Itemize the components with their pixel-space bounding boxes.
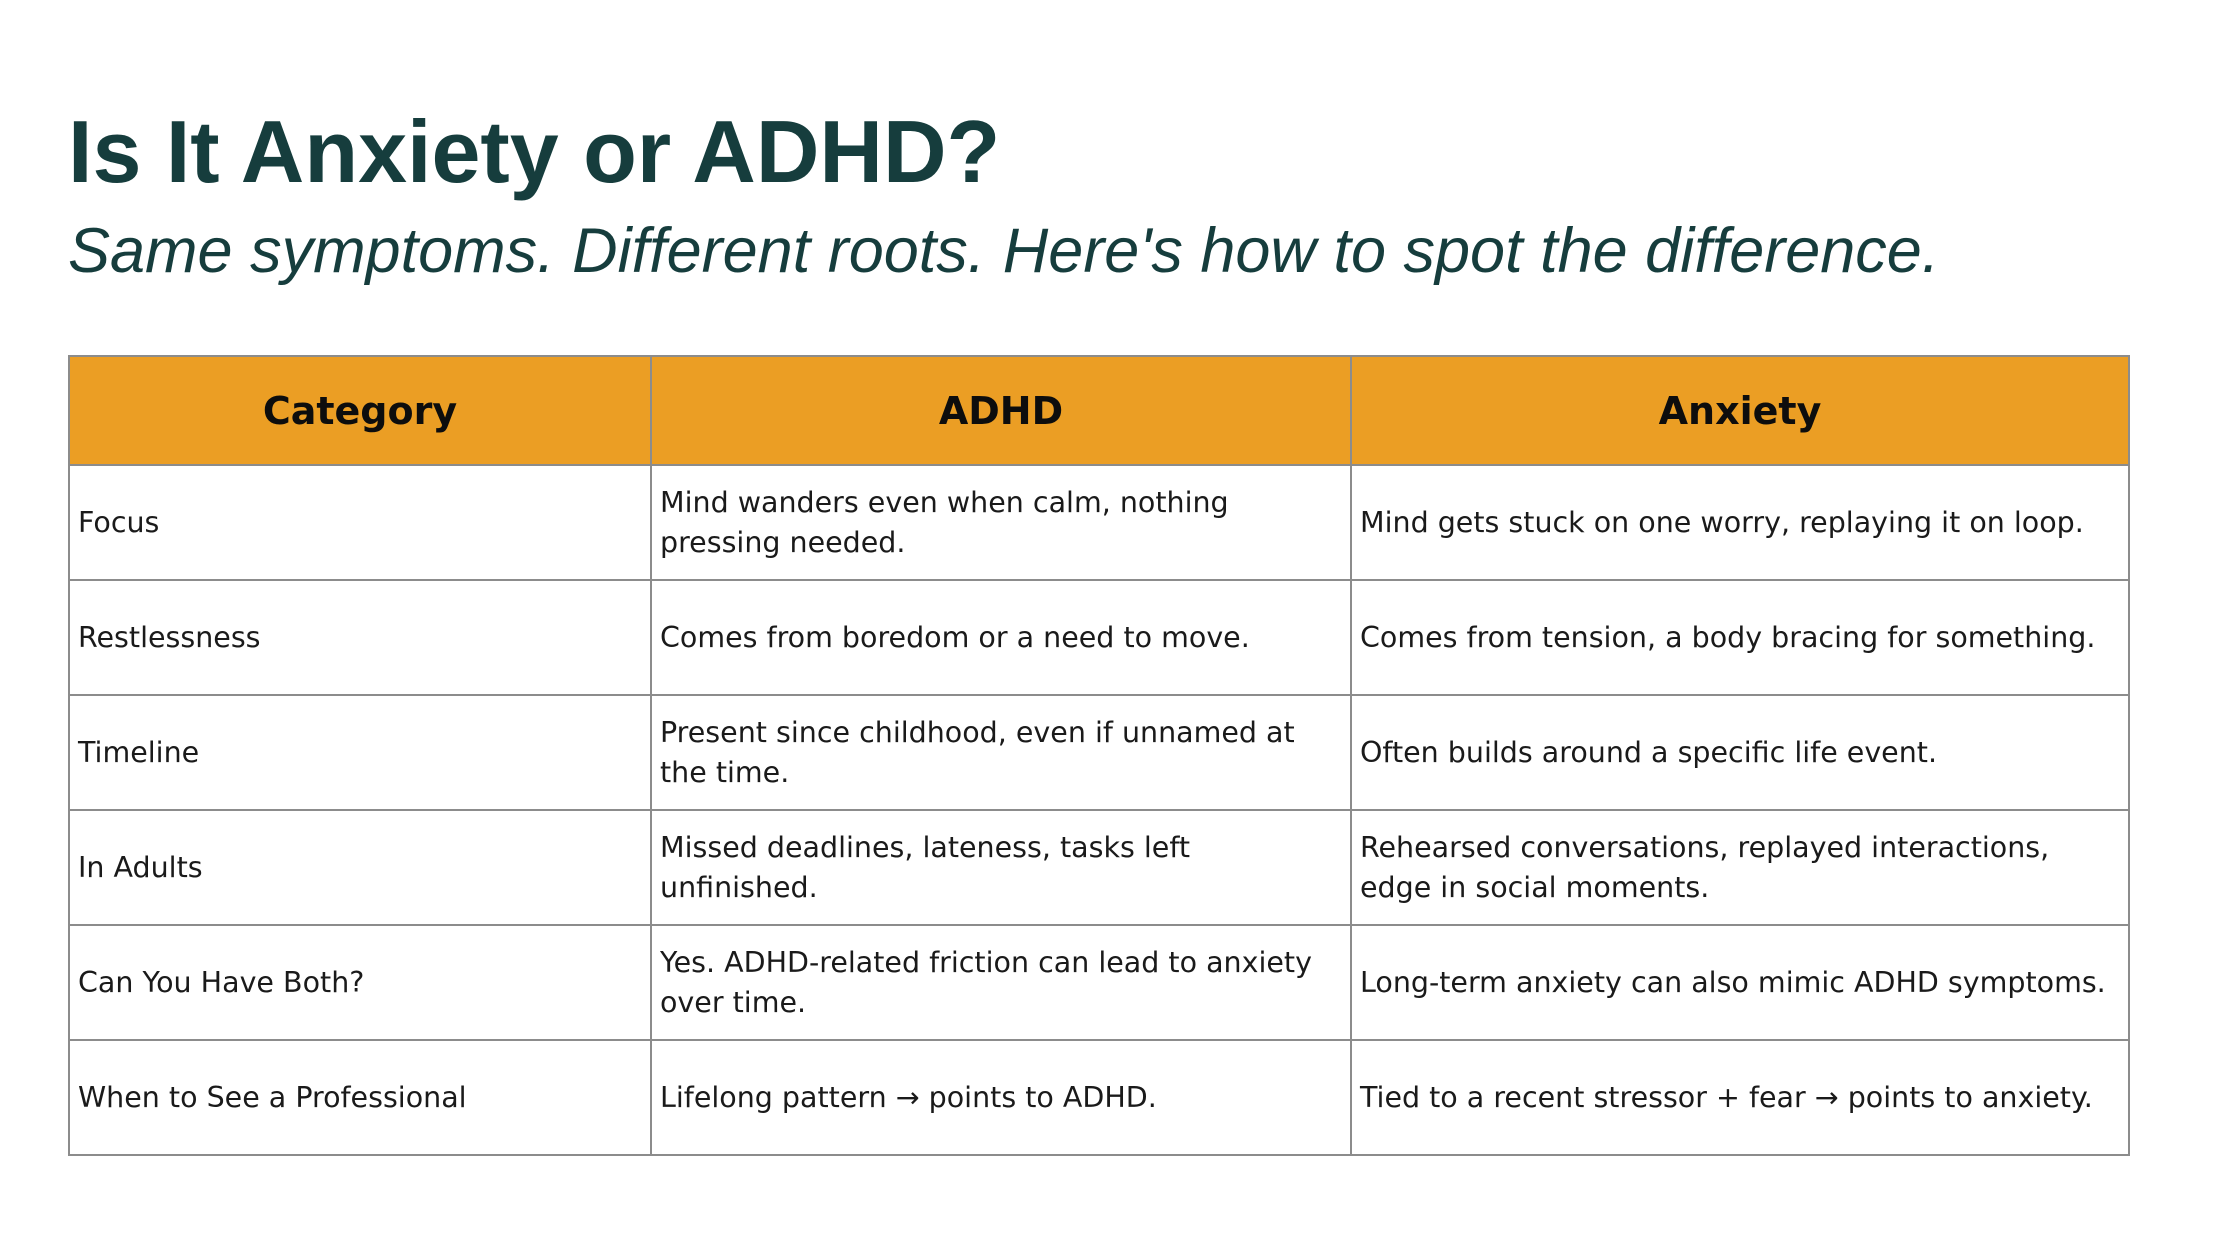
table-row xyxy=(69,925,2129,1040)
cell-adhd: Lifelong pattern → points to ADHD. xyxy=(651,1040,1351,1155)
column-header-adhd: ADHD xyxy=(651,356,1351,465)
cell-adhd: Comes from boredom or a need to move. xyxy=(651,580,1351,695)
cell-adhd: Mind wanders even when calm, nothing pressing needed. xyxy=(651,465,1351,580)
comparison-table xyxy=(68,355,2130,1156)
cell-category: Restlessness xyxy=(69,580,651,695)
table-row xyxy=(69,1040,2129,1155)
cell-category: In Adults xyxy=(69,810,651,925)
cell-anxiety: Comes from tension, a body bracing for something. xyxy=(1351,580,2129,695)
table-row xyxy=(69,465,2129,580)
cell-adhd: Present since childhood, even if unnamed at the time. xyxy=(651,695,1351,810)
page-title: Is It Anxiety or ADHD? xyxy=(68,102,1001,201)
page-subtitle: Same symptoms. Different roots. Here's how to spot the difference. xyxy=(68,216,1940,286)
cell-anxiety: Tied to a recent stressor + fear → points to anxiety. xyxy=(1351,1040,2129,1155)
cell-anxiety: Long-term anxiety can also mimic ADHD symptoms. xyxy=(1351,925,2129,1040)
cell-category: When to See a Professional xyxy=(69,1040,651,1155)
table-row xyxy=(69,580,2129,695)
column-header-anxiety: Anxiety xyxy=(1351,356,2129,465)
cell-anxiety: Rehearsed conversations, replayed interactions, edge in social moments. xyxy=(1351,810,2129,925)
cell-category: Timeline xyxy=(69,695,651,810)
column-header-category: Category xyxy=(69,356,651,465)
cell-anxiety: Often builds around a specific life event. xyxy=(1351,695,2129,810)
table-row xyxy=(69,810,2129,925)
table-header-row xyxy=(69,356,2129,465)
cell-category: Can You Have Both? xyxy=(69,925,651,1040)
cell-anxiety: Mind gets stuck on one worry, replaying it on loop. xyxy=(1351,465,2129,580)
cell-adhd: Yes. ADHD-related friction can lead to anxiety over time. xyxy=(651,925,1351,1040)
table-row xyxy=(69,695,2129,810)
cell-adhd: Missed deadlines, lateness, tasks left unfinished. xyxy=(651,810,1351,925)
cell-category: Focus xyxy=(69,465,651,580)
